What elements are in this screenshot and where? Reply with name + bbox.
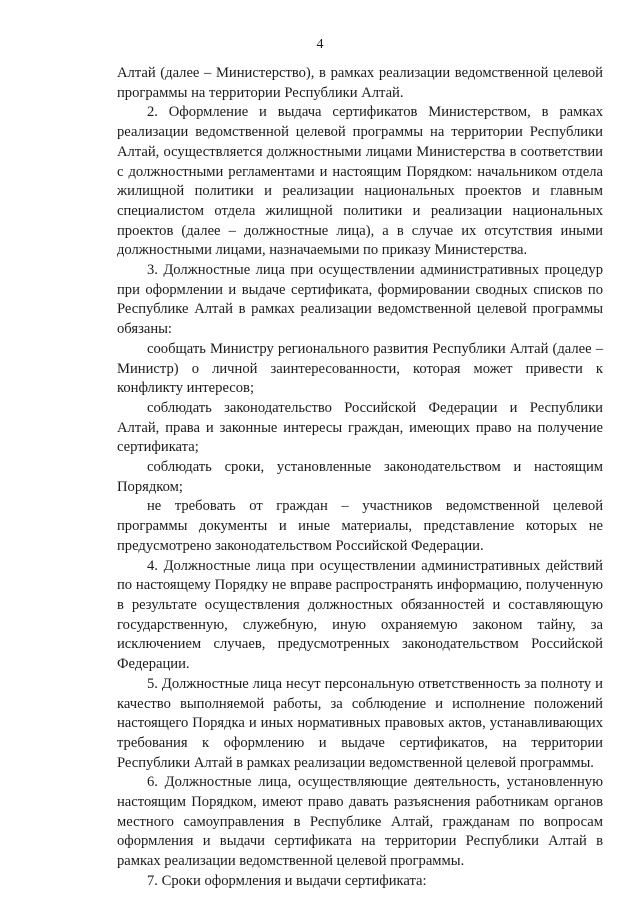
paragraph-6: соблюдать сроки, установленные законодательством и настоящим Порядком; <box>117 459 603 495</box>
paragraph-2: 2. Оформление и выдача сертификатов Министерством, в рамках реализации ведомственной целевой программы на территории Республики Алтай, осуществляется должностными лицами Министерства в соответствии с должностными регламентами и настоящим Порядком: начальником отдела жилищной политики и реализации национальных проектов и главным специалистом отдела жилищной политики и реализации национальных проектов (далее – должностные лица), а в случае их отсутствия иными должностными лицами, назначаемыми по приказу Министерства. <box>117 104 603 259</box>
paragraph-5: соблюдать законодательство Российской Федерации и Республики Алтай, права и законные интересы граждан, имеющих право на получение сертификата; <box>117 399 603 456</box>
document-body <box>117 64 603 892</box>
paragraph-7: не требовать от граждан – участников ведомственной целевой программы документы и иные материалы, представление которых не предусмотрено законодательством Российской Федерации. <box>117 498 603 554</box>
paragraph-1: Алтай (далее – Министерство), в рамках реализации ведомственной целевой программы на территории Республики Алтай. <box>117 65 603 101</box>
paragraph-11: 7. Сроки оформления и выдачи сертификата: <box>147 872 427 889</box>
paragraph-3: 3. Должностные лица при осуществлении административных процедур при оформлении и выдаче сертификата, формировании сводных списков по Республике Алтай в рамках реализации ведомственной целевой программы обязаны: <box>117 262 603 338</box>
paragraph-4: сообщать Министру регионального развития Республики Алтай (далее – Министр) о личной заинтересованности, которая может привести к конфликту интересов; <box>117 340 603 397</box>
paragraph-8: 4. Должностные лица при осуществлении административных действий по настоящему Порядку не вправе распространять информацию, полученную в результате осуществления должностных обязанностей и составляющую государственную, служебную, иную охраняемую законом тайну, за исключением случаев, предусмотренных законодательством Российской Федерации. <box>117 557 603 673</box>
paragraph-10: 6. Должностные лица, осуществляющие деятельность, установленную настоящим Порядком, имеют право давать разъяснения работникам органов местного самоуправления в Республике Алтай, гражданам по вопросам оформления и выдачи сертификата на территории Республики Алтай в рамках реализации ведомственной целевой программы. <box>117 774 603 870</box>
page-number: 4 <box>316 37 324 52</box>
paragraph-9: 5. Должностные лица несут персональную ответственность за полноту и качество выполняемой работы, за соблюдение и исполнение положений настоящего Порядка и иных нормативных правовых актов, устанавливающих требования к оформлению и выдаче сертификатов, на территории Республики Алтай в рамках реализации ведомственной целевой программы. <box>117 675 603 771</box>
